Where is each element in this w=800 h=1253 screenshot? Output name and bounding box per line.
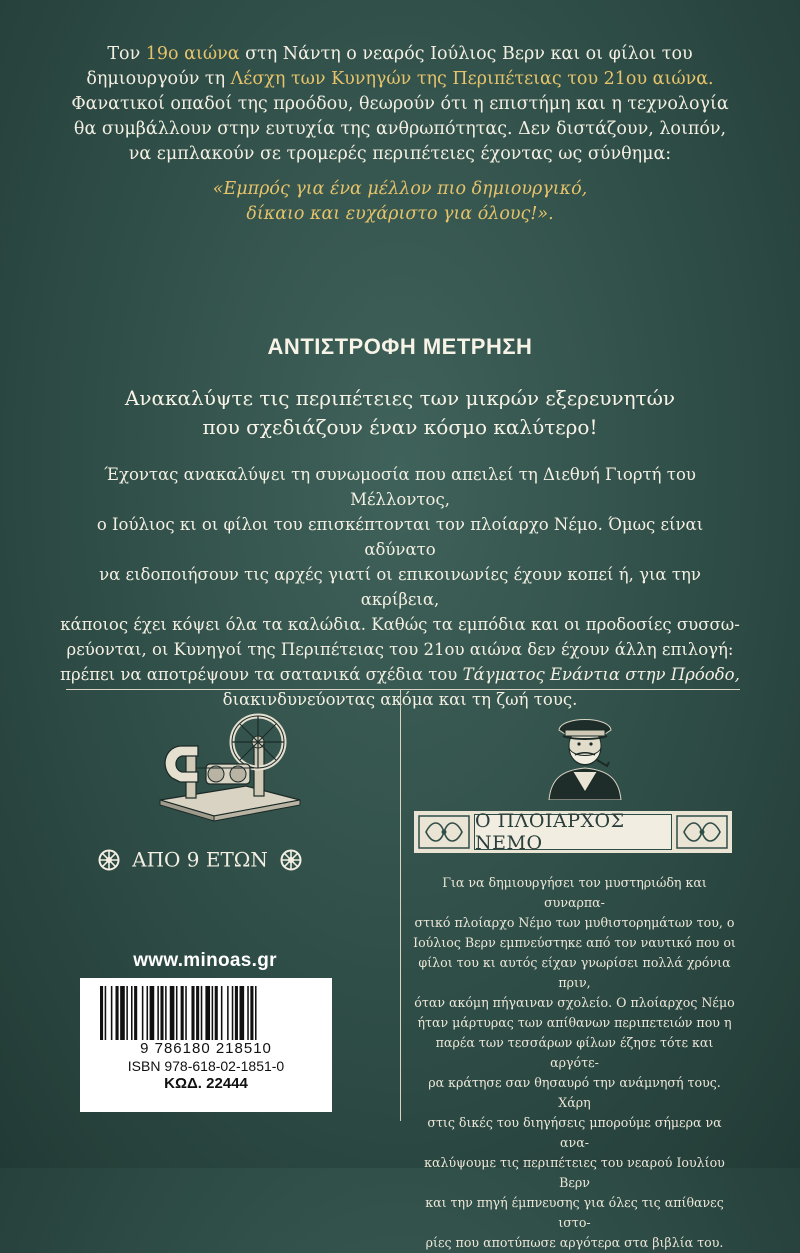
- ornament-left-icon: [418, 815, 470, 849]
- intro-line: θα συμβάλλουν στην ευτυχία της ανθρωπότητας. Δεν διστάζουν, λοιπόν,: [73, 119, 727, 139]
- captain-nemo-portrait: [545, 700, 625, 800]
- order-name: Τάγματος Ενάντια στην Πρόοδο,: [462, 665, 740, 684]
- intro-block: [70, 42, 730, 227]
- isbn-label: ISBN 978-618-02-1851-0: [127, 1058, 285, 1074]
- banner-title: Ο ΠΛΟΙΑΡΧΟΣ ΝΕΜΟ: [474, 814, 672, 850]
- synopsis-line: ο Ιούλιος κι οι φίλοι του επισκέπτονται τον πλοίαρχο Νέμο. Όμως είναι αδύνατο: [96, 515, 704, 559]
- captain-text-line: παρέα των τεσσάρων φίλων έζησε τότε και αργότε-: [435, 1035, 714, 1070]
- barcode-bar: [255, 986, 257, 1040]
- age-recommendation: [0, 846, 400, 872]
- highlight-century: 19ο αιώνα: [145, 44, 240, 64]
- synopsis-line: Έχοντας ανακαλύψει τη συνωμοσία που απειλεί τη Διεθνή Γιορτή του Μέλλοντος,: [104, 465, 696, 509]
- synopsis-text: πρέπει να αποτρέψουν τα σατανικά σχέδια του: [60, 665, 463, 684]
- captain-text-line: καλύψουμε τις περιπέτειες του νεαρού Ιουλίου Βερν: [424, 1155, 725, 1190]
- barcode-bar: [131, 986, 133, 1040]
- age-label: ΑΠΟ 9 ΕΤΩΝ: [132, 847, 268, 872]
- captain-text-line: και την πηγή έμπνευσης για όλες τις απίθανες ιστο-: [425, 1195, 724, 1230]
- ornament-right-icon: [676, 815, 728, 849]
- motto-line: «Εμπρός για ένα μέλλον πιο δημιουργικό,: [212, 179, 588, 199]
- publisher-website: www.minoas.gr: [133, 950, 277, 971]
- barcode-bar: [240, 986, 245, 1040]
- synopsis-line: να ειδοποιήσουν τις αρχές γιατί οι επικοινωνίες έχουν κοπεί ή, για την ακρίβεια,: [99, 565, 701, 609]
- barcode-bar: [215, 986, 218, 1040]
- barcode-bar: [235, 986, 238, 1040]
- barcode-bar: [105, 986, 107, 1040]
- barcode-bar: [142, 986, 144, 1040]
- divider-horizontal: [66, 689, 740, 690]
- motto-line: δίκαιο και ευχάριστο για όλους!».: [246, 204, 554, 224]
- wheel-ornament-icon: [98, 849, 120, 871]
- barcode-bar: [120, 986, 125, 1040]
- captain-text-line: ρίες που αποτύπωσε αργότερα στα βιβλία του.: [425, 1235, 724, 1250]
- intro-line: [70, 42, 730, 67]
- synopsis-line: διακινδυνεύοντας ακόμα και τη ζωή τους.: [222, 690, 578, 709]
- captain-text-line: Για να δημιουργήσει τον μυστηριώδη και συναρπα-: [442, 875, 707, 910]
- captain-text-line: στικό πλοίαρχο Νέμο των μυθιστορημάτων του, ο: [414, 915, 735, 930]
- barcode-bar: [191, 986, 194, 1040]
- barcode-bar: [116, 986, 119, 1040]
- section-heading: ΑΝΤΙΣΤΡΟΦΗ ΜΕΤΡΗΣΗ: [267, 334, 533, 359]
- tagline-line: που σχεδιάζουν έναν κόσμο καλύτερο!: [202, 415, 598, 439]
- synopsis-line: [60, 662, 740, 687]
- synopsis: [60, 462, 740, 712]
- barcode-bar: [134, 986, 137, 1040]
- barcode-bar: [126, 986, 128, 1040]
- barcode-bar: [250, 986, 253, 1040]
- captain-nemo-text: [413, 873, 736, 1253]
- intro-line: [70, 67, 730, 92]
- barcode-number: 9 786180 218510: [140, 1040, 272, 1057]
- barcode-bar: [170, 986, 175, 1040]
- captain-nemo-banner: [414, 811, 732, 853]
- intro-text: στη Νάντη ο νεαρός Ιούλιος Βερν και οι φίλοι του: [239, 44, 693, 64]
- telegraph-machine-illustration: [150, 708, 310, 823]
- captain-text-line: ήταν μάρτυρας των απίθανων περιπετειών που η: [417, 1015, 732, 1030]
- barcode-bar: [111, 986, 113, 1040]
- captain-text-line: Ιούλιος Βερν εμπνεύστηκε από τον ναυτικό που οι: [413, 935, 736, 950]
- barcode-bar: [150, 986, 155, 1040]
- intro-text: δημιουργούν τη: [86, 69, 231, 89]
- barcode-bars: [100, 986, 312, 1040]
- barcode-bar: [232, 986, 234, 1040]
- captain-text-line: όταν ακόμη πήγαιναν σχολείο. Ο πλοίαρχος Νέμο: [414, 995, 735, 1010]
- barcode-bar: [221, 986, 223, 1040]
- captain-text-line: φίλοι του κι αυτός είχαν γνωρίσει πολλά χρόνια πριν,: [418, 955, 731, 990]
- captain-text-line: στις δικές του διηγήσεις μπορούμε σήμερα να ανα-: [427, 1115, 722, 1150]
- barcode-bar: [247, 986, 249, 1040]
- synopsis-line: ρεύονται, οι Κυνηγοί της Περιπέτειας του 21ου αιώνα δεν έχουν άλλη επιλογή:: [66, 640, 734, 659]
- barcode-bar: [201, 986, 203, 1040]
- barcode-bar: [160, 986, 163, 1040]
- barcode-bar: [157, 986, 159, 1040]
- captain-text-line: ρα κράτησε σαν θησαυρό την ανάμνησή τους. Χάρη: [428, 1075, 721, 1110]
- intro-line: Φανατικοί οπαδοί της προόδου, θεωρούν ότι η επιστήμη και η τεχνολογία: [71, 94, 729, 114]
- barcode-bar: [185, 986, 187, 1040]
- product-code: ΚΩΔ. 22444: [164, 1075, 248, 1092]
- intro-text: Τον: [107, 44, 146, 64]
- barcode-bar: [227, 986, 229, 1040]
- barcode-bar: [165, 986, 167, 1040]
- barcode-bar: [147, 986, 149, 1040]
- barcode-bar: [205, 986, 210, 1040]
- divider-vertical: [400, 689, 401, 1121]
- barcode-bar: [196, 986, 199, 1040]
- barcode-bar: [181, 986, 184, 1040]
- barcode-bar: [100, 986, 103, 1040]
- barcode-panel: [80, 978, 332, 1112]
- tagline: [60, 384, 740, 442]
- synopsis-line: κάποιος έχει κόψει όλα τα καλώδια. Καθώς τα εμπόδια και οι προδοσίες συσσω-: [60, 615, 740, 634]
- tagline-line: Ανακαλύψτε τις περιπέτειες των μικρών εξερευνητών: [124, 386, 676, 410]
- intro-line: να εμπλακούν σε τρομερές περιπέτειες έχοντας ως σύνθημα:: [128, 144, 672, 164]
- wheel-ornament-icon: [280, 849, 302, 871]
- barcode-bar: [212, 986, 214, 1040]
- highlight-club-name: Λέσχη των Κυνηγών της Περιπέτειας του 21ου αιώνα.: [230, 69, 714, 89]
- barcode-bar: [176, 986, 178, 1040]
